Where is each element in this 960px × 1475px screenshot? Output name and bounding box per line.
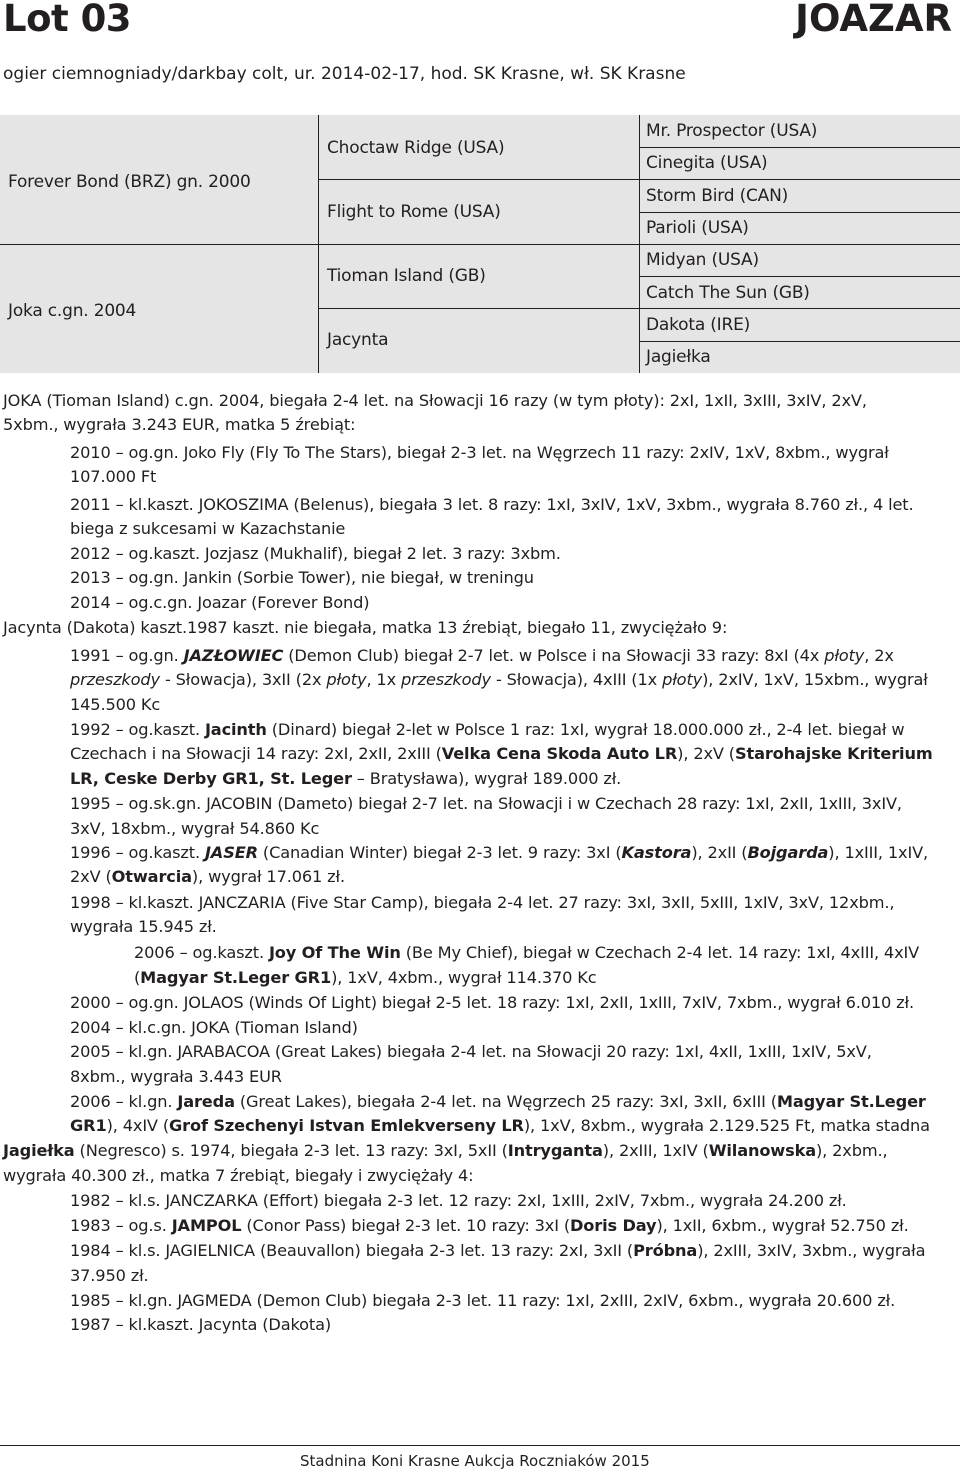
text-line: 37.950 zł. [70,1266,149,1285]
text-line: 2011 – kl.kaszt. JOKOSZIMA (Belenus), biegała 3 let. 8 razy: 1xI, 3xIV, 1xV, 3xbm., wygrała 8.760 zł., 4 let. [70,495,914,514]
pedigree-divider [318,308,960,309]
pedigree-dam: Joka c.gn. 2004 [8,301,137,321]
text-line: Jagiełka (Negresco) s. 1974, biegała 2-3 let. 13 razy: 3xI, 5xII (Intryganta), 2xIII, 1xIV (Wilanowska), 2xbm., [3,1141,888,1160]
text-line: 2010 – og.gn. Joko Fly (Fly To The Stars), biegał 2-3 let. na Węgrzech 11 razy: 2xIV, 1xV, 8xbm., wygrał [70,443,889,462]
pedigree-gen3-cell: Mr. Prospector (USA) [646,121,818,141]
text-line: 145.500 Kc [70,695,161,714]
text-line: 1985 – kl.gn. JAGMEDA (Demon Club) biegała 2-3 let. 11 razy: 1xI, 2xIII, 2xIV, 6xbm., wygrała 20.600 zł. [70,1291,896,1310]
pedigree-gen3-cell: Catch The Sun (GB) [646,283,810,303]
page-header [0,0,960,44]
text-line: 1984 – kl.s. JAGIELNICA (Beauvallon) biegała 2-3 let. 13 razy: 2xI, 3xII (Próbna), 2xIII, 3xIV, 3xbm., wygrała [70,1241,926,1260]
pedigree-divider [639,341,960,342]
text-line: 2006 – kl.gn. Jareda (Great Lakes), biegała 2-4 let. na Węgrzech 25 razy: 3xI, 3xII, 6xIII (Magyar St.Leger [70,1092,926,1111]
text-line: 107.000 Ft [70,467,157,486]
text-line: 2000 – og.gn. JOLAOS (Winds Of Light) biegał 2-5 let. 18 razy: 1xI, 2xII, 1xIII, 7xIV, 7xbm., wygrał 6.010 zł. [70,993,914,1012]
text-line: 8xbm., wygrała 3.443 EUR [70,1067,282,1086]
pedigree-gen3-cell: Midyan (USA) [646,250,759,270]
pedigree-divider [639,212,960,213]
text-line: 2012 – og.kaszt. Jozjasz (Mukhalif), biegał 2 let. 3 razy: 3xbm. [70,544,561,563]
text-line: 1998 – kl.kaszt. JANCZARIA (Five Star Camp), biegała 2-4 let. 27 razy: 3xI, 3xII, 5xIII, 1xIV, 3xV, 12xbm., [70,893,895,912]
text-line: 3xV, 18xbm., wygrał 54.860 Kc [70,819,320,838]
text-line: 1987 – kl.kaszt. Jacynta (Dakota) [70,1315,332,1334]
pedigree-sire: Forever Bond (BRZ) gn. 2000 [8,172,251,192]
text-line: GR1), 4xIV (Grof Szechenyi Istvan Emlekverseny LR), 1xV, 8xbm., wygrała 2.129.525 Ft, matka stadna [70,1116,930,1135]
pedigree-divider [0,244,960,245]
text-line: 1982 – kl.s. JANCZARKA (Effort) biegała 2-3 let. 12 razy: 2xI, 1xIII, 2xIV, 7xbm., wygrała 24.200 zł. [70,1191,847,1210]
pedigree-gen2-cell: Flight to Rome (USA) [327,202,501,222]
pedigree-divider [318,179,960,180]
text-line: 1991 – og.gn. JAZŁOWIEC (Demon Club) biegał 2-7 let. w Polsce i na Słowacji 33 razy: 8xI (4x płoty, 2x [70,646,894,665]
horse-name: JOAZAR [795,0,952,40]
page-footer: Stadnina Koni Krasne Aukcja Roczniaków 2015 [300,1452,650,1470]
footer-divider [0,1445,960,1446]
pedigree-gen3-cell: Jagiełka [646,347,711,367]
text-line: wygrała 40.300 zł., matka 7 źrebiąt, biegały i zwyciężały 4: [3,1166,474,1185]
text-line: 1983 – og.s. JAMPOL (Conor Pass) biegał 2-3 let. 10 razy: 3xI (Doris Day), 1xII, 6xbm., wygrał 52.750 zł. [70,1216,909,1235]
text-line: 5xbm., wygrała 3.243 EUR, matka 5 źrebiąt: [3,415,356,434]
text-line: 1995 – og.sk.gn. JACOBIN (Dameto) biegał 2-7 let. na Słowacji i w Czechach 28 razy: 1xI, 2xII, 1xIII, 3xIV, [70,794,902,813]
text-line: 1996 – og.kaszt. JASER (Canadian Winter) biegał 2-3 let. 9 razy: 3xI (Kastora), 2xII (Bojgarda), 1xIII, 1xIV, [70,843,929,862]
pedigree-gen2-cell: Choctaw Ridge (USA) [327,138,505,158]
text-line: 2013 – og.gn. Jankin (Sorbie Tower), nie biegał, w treningu [70,568,534,587]
text-line: 2014 – og.c.gn. Joazar (Forever Bond) [70,593,370,612]
pedigree-divider [639,147,960,148]
text-line: 2006 – og.kaszt. Joy Of The Win (Be My Chief), biegał w Czechach 2-4 let. 14 razy: 1xI, 4xIII, 4xIV [134,943,920,962]
text-line: LR, Ceske Derby GR1, St. Leger – Bratysława), wygrał 189.000 zł. [70,769,622,788]
text-line: JOKA (Tioman Island) c.gn. 2004, biegała 2-4 let. na Słowacji 16 razy (w tym płoty): 2xI, 1xII, 3xIII, 3xIV, 2xV, [3,391,867,410]
text-line: biega z sukcesami w Kazachstanie [70,519,346,538]
pedigree-gen2-cell: Jacynta [327,330,389,350]
horse-description: ogier ciemnogniady/darkbay colt, ur. 2014-02-17, hod. SK Krasne, wł. SK Krasne [3,64,686,84]
pedigree-gen3-cell: Cinegita (USA) [646,153,768,173]
text-line: 2xV (Otwarcia), wygrał 17.061 zł. [70,867,345,886]
text-line: przeszkody - Słowacja), 3xII (2x płoty, 1x przeszkody - Słowacja), 4xIII (1x płoty), 2xIV, 1xV, 15xbm., wygrał [70,670,928,689]
lot-number: Lot 03 [3,0,132,40]
text-line: Jacynta (Dakota) kaszt.1987 kaszt. nie biegała, matka 13 źrebiąt, biegało 11, zwyciężało 9: [3,618,728,637]
text-line: (Magyar St.Leger GR1), 1xV, 4xbm., wygrał 114.370 Kc [134,968,597,987]
pedigree-gen2-cell: Tioman Island (GB) [327,266,486,286]
pedigree-gen3-cell: Storm Bird (CAN) [646,186,789,206]
pedigree-gen3-cell: Dakota (IRE) [646,315,751,335]
text-line: 1992 – og.kaszt. Jacinth (Dinard) biegał 2-let w Polsce 1 raz: 1xI, wygrał 18.000.000 zł., 2-4 let. biegał w [70,720,905,739]
pedigree-divider [639,276,960,277]
pedigree-table [0,115,960,373]
text-line: wygrała 15.945 zł. [70,917,217,936]
pedigree-gen3-cell: Parioli (USA) [646,218,749,238]
text-line: 2005 – kl.gn. JARABACOA (Great Lakes) biegała 2-4 let. na Słowacji 20 razy: 1xI, 4xII, 1xIII, 1xIV, 5xV, [70,1042,872,1061]
text-line: Czechach i na Słowacji 14 razy: 2xI, 2xII, 2xIII (Velka Cena Skoda Auto LR), 2xV (Starohajske Kriterium [70,744,933,763]
text-line: 2004 – kl.c.gn. JOKA (Tioman Island) [70,1018,358,1037]
